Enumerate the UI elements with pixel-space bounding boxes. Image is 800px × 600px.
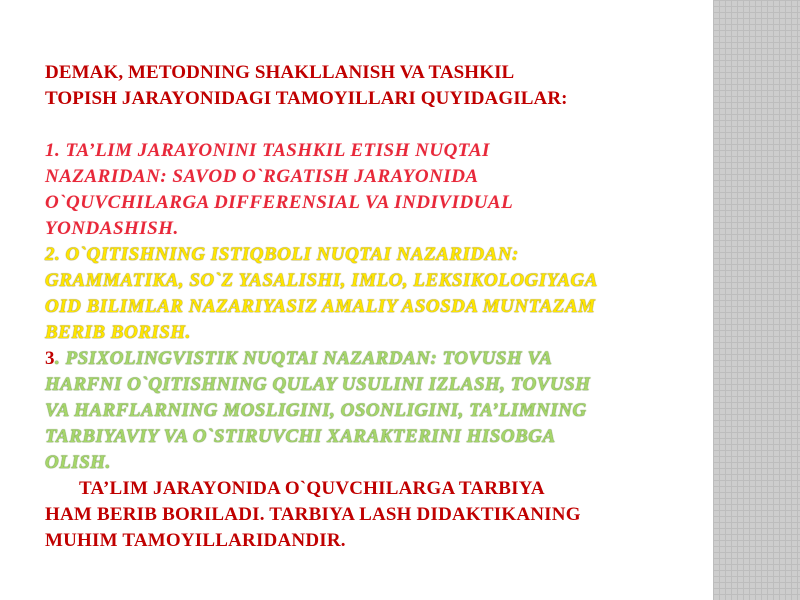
blank-line [45,112,695,138]
principle-line: NAZARIDAN: SAVOD O`RGATISH JARAYONIDA [45,166,479,187]
heading-line: TOPISH JARAYONIDAGI TAMOYILLARI QUYIDAGILAR: [45,88,568,109]
principle-line: TARBIYAVIY VA O`STIRUVCHI XARAKTERINI HISOBGA [45,426,556,447]
principle-line-text: . PSIXOLINGVISTIK NUQTAI NAZARDAN: TOVUSH VA [55,348,553,369]
principle-item-3 [45,346,695,476]
principle-line: 1. TA’LIM JARAYONINI TASHKIL ETISH NUQTAI [45,140,490,161]
principle-line: YONDASHISH. [45,218,179,239]
closing-line: HAM BERIB BORILADI. TARBIYA LASH DIDAKTIKANING [45,504,581,525]
principle-line: OID BILIMLAR NAZARIYASIZ AMALIY ASOSDA MUNTAZAM [45,296,596,317]
principle-line: VA HARFLARNING MOSLIGINI, OSONLIGINI, TA’LIMNING [45,400,587,421]
principle-line: BERIB BORISH. [45,322,191,343]
principle-line: 2. O`QITISHNING ISTIQBOLI NUQTAI NAZARIDAN: [45,244,519,265]
heading-line: DEMAK, METODNING SHAKLLANISH VA TASHKIL [45,62,515,83]
principle-line [45,346,695,372]
item-number: 3 [45,348,55,369]
principle-item-2 [45,242,695,346]
closing-line [45,476,695,502]
closing-paragraph [45,476,695,554]
slide-heading [45,60,695,112]
principle-line: HARFNI O`QITISHNING QULAY USULINI IZLASH, TOVUSH [45,374,591,395]
principle-item-1 [45,138,695,242]
principle-line: O`QUVCHILARGA DIFFERENSIAL VA INDIVIDUAL [45,192,514,213]
closing-line-text: TA’LIM JARAYONIDA O`QUVCHILARGA TARBIYA [79,478,545,499]
principle-line: OLISH. [45,452,111,473]
slide-content [45,60,695,554]
principle-line: GRAMMATIKA, SO`Z YASALISHI, IMLO, LEKSIKOLOGIYAGA [45,270,598,291]
closing-line: MUHIM TAMOYILLARIDANDIR. [45,530,346,551]
decorative-side-panel [713,0,800,600]
